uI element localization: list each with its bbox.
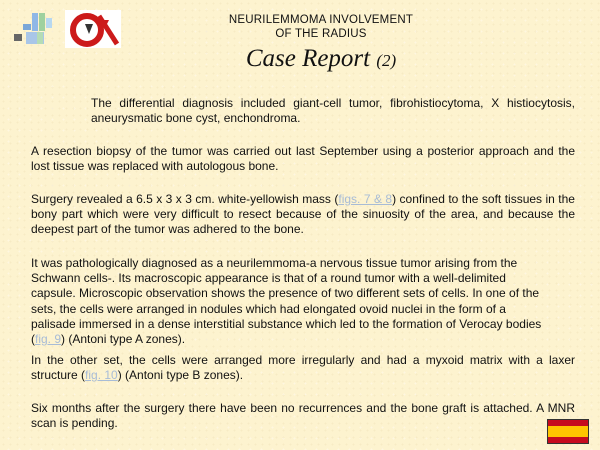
- differential-diagnosis-paragraph: The differential diagnosis included giant-cell tumor, fibrohistiocytoma, X histiocytosis, aneurysmatic bone cyst, enchondroma.: [91, 96, 575, 126]
- title-text: Case Report: [245, 45, 371, 72]
- header-title-line1: NEURILEMMOMA INVOLVEMENT: [228, 14, 414, 26]
- other-set-text-end: ) (Antoni type B zones).: [117, 368, 244, 383]
- page-number: (2): [376, 51, 397, 70]
- page-title: [21, 45, 600, 73]
- biopsy-paragraph: A resection biopsy of the tumor was carried out last September using a posterior approach and the lost tissue was replaced with autologous bone.: [31, 144, 575, 174]
- surgery-text-end: ) confined to the soft tissues in the bony part which were very difficult to resect because of the sinuosity of the area, and because the deepest part of the tumor was adhered to the bone.: [31, 192, 575, 237]
- surgery-paragraph: [31, 192, 575, 238]
- surgery-text-start: Surgery revealed a 6.5 x 3 x 3 cm. white-yellowish mass (: [31, 192, 339, 206]
- figs-7-8-link[interactable]: figs. 7 & 8: [338, 192, 393, 206]
- pathology-paragraph: [31, 256, 551, 347]
- header-title-line2: OF THE RADIUS: [275, 28, 367, 40]
- spain-flag-icon[interactable]: [547, 419, 589, 444]
- pathology-text-end: ) (Antoni type A zones).: [61, 332, 186, 347]
- pathology-text-start: It was pathologically diagnosed as a neurilemmoma-a nervous tissue tumor arising from the Schwann cells-. Its macroscopic appearance is that of a round tumor with a well-delimited capsule. Microscopic observation shows the presence of two different sets of cells. In one of the sets, the cells were arranged in nodules which had elongated ovoid nuclei in the form of a palisade immersed in a dense interstitial substance which led to the formation of Verocay bodies (: [31, 256, 542, 347]
- fig-9-link[interactable]: fig. 9: [35, 332, 62, 347]
- other-set-paragraph: [31, 353, 575, 383]
- other-set-text-start: In the other set, the cells were arranged more irregularly and had a myxoid matrix with a laxer structure (: [31, 353, 575, 383]
- fig-10-link[interactable]: fig. 10: [85, 368, 118, 383]
- followup-paragraph: Six months after the surgery there have been no recurrences and the bone graft is attached. A MNR scan is pending.: [31, 401, 575, 431]
